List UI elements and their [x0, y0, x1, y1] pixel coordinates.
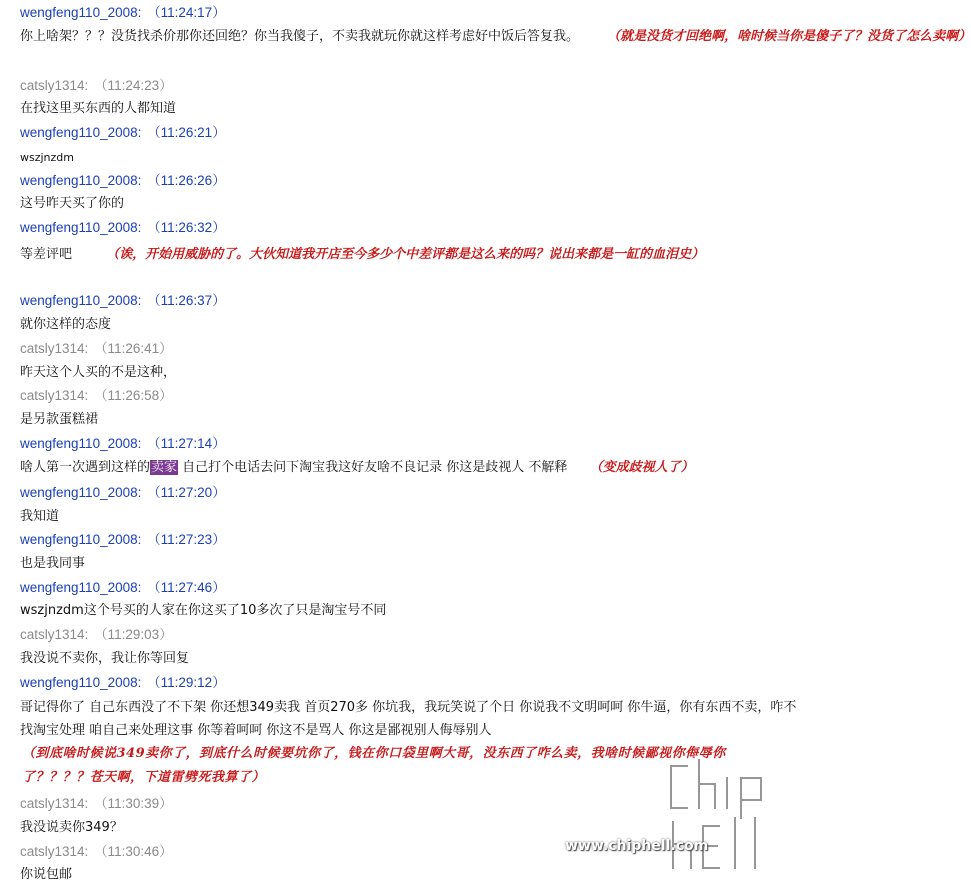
message-header: wengfeng110_2008: （11:26:37） — [20, 293, 226, 308]
timestamp: （11:27:46） — [147, 580, 226, 595]
sender-name: catsly1314 — [20, 78, 85, 93]
message-text — [20, 243, 799, 267]
commentary-note: （诶，开始用威胁的了。大伙知道我开店至今多少个中差评都是这么来的吗？说出来都是一缸的血泪史） — [106, 247, 705, 262]
message-text: wszjnzdm — [20, 151, 75, 164]
message-text: 这号昨天买了你的 — [20, 196, 125, 211]
timestamp: （11:27:20） — [147, 485, 226, 500]
message-header: wengfeng110_2008: （11:27:46） — [20, 580, 226, 595]
timestamp: （11:26:32） — [147, 220, 226, 235]
message-text: 你说包邮 — [20, 867, 73, 882]
commentary-note: （就是没货才回绝啊，啥时候当你是傻子了？没货了怎么卖啊） — [607, 29, 971, 44]
timestamp: （11:26:41） — [94, 341, 173, 356]
chiphell-logo-icon — [665, 756, 795, 874]
timestamp: （11:26:37） — [147, 293, 226, 308]
sender-name: wengfeng110_2008 — [20, 125, 138, 140]
message-header: catsly1314: （11:29:03） — [20, 627, 173, 642]
sender-name: wengfeng110_2008 — [20, 580, 138, 595]
sender-name: wengfeng110_2008 — [20, 220, 138, 235]
watermark — [565, 756, 795, 876]
commentary-note: （到底啥时候说349卖你了，到底什么时候要坑你了，钱在你口袋里啊大哥，没东西了咋么卖，我啥时候鄙视你侮辱你了？？？？苍天啊，下道雷劈死我算了） — [22, 746, 726, 785]
timestamp: （11:24:17） — [147, 5, 226, 20]
timestamp: （11:30:46） — [94, 844, 173, 859]
message-text: 我没说卖你349？ — [20, 820, 123, 835]
sender-name: wengfeng110_2008 — [20, 675, 138, 690]
message-header: catsly1314: （11:26:41） — [20, 341, 173, 356]
message-text: 就你这样的态度 — [20, 317, 112, 332]
message-header: catsly1314: （11:26:58） — [20, 388, 173, 403]
message-text: 昨天这个人买的不是这种， — [20, 365, 177, 380]
message-text — [20, 459, 799, 477]
message-body: 啥人第一次遇到这样的 — [20, 460, 151, 475]
message-text: 我知道 — [20, 509, 60, 524]
message-text — [20, 28, 971, 46]
message-body: 你上啥架？？？没货找杀价那你还回绝？你当我傻子，不卖我就玩你就这样考虑好中饭后答复我。 — [20, 29, 580, 44]
sender-name: wengfeng110_2008 — [20, 5, 138, 20]
message-text: 是另款蛋糕裙 — [20, 412, 99, 427]
message-header: wengfeng110_2008: （11:24:17） — [20, 5, 226, 20]
sender-name: wengfeng110_2008 — [20, 436, 138, 451]
timestamp: （11:30:39） — [94, 796, 173, 811]
timestamp: （11:27:14） — [147, 436, 226, 451]
timestamp: （11:27:23） — [147, 532, 226, 547]
message-header: catsly1314: （11:24:23） — [20, 78, 173, 93]
message-header: wengfeng110_2008: （11:27:14） — [20, 436, 226, 451]
message-body: 等差评吧 — [20, 247, 73, 262]
message-header: catsly1314: （11:30:46） — [20, 844, 173, 859]
message-header: wengfeng110_2008: （11:26:26） — [20, 173, 226, 188]
sender-name: wengfeng110_2008 — [20, 532, 138, 547]
message-body: 自己打个电话去问下淘宝我这好友啥不良记录 你这是歧视人 不解释 — [178, 460, 568, 475]
message-text: 也是我同事 — [20, 556, 86, 571]
watermark-url: www.chiphell.com — [565, 838, 709, 854]
sender-name: catsly1314 — [20, 627, 85, 642]
message-header: wengfeng110_2008: （11:26:21） — [20, 125, 226, 140]
sender-name: catsly1314 — [20, 796, 85, 811]
timestamp: （11:26:58） — [94, 388, 173, 403]
timestamp: （11:29:03） — [94, 627, 173, 642]
message-header: wengfeng110_2008: （11:29:12） — [20, 675, 226, 690]
message-text: wszjnzdm这个号买的人家在你这买了10多次了只是淘宝号不同 — [20, 603, 387, 618]
timestamp: （11:26:21） — [147, 125, 226, 140]
message-header: wengfeng110_2008: （11:26:32） — [20, 220, 226, 235]
timestamp: （11:24:23） — [94, 78, 173, 93]
timestamp: （11:26:26） — [147, 173, 226, 188]
highlighted-text: 卖家 — [151, 460, 178, 475]
message-text: 哥记得你了 自己东西没了不下架 你还想349卖我 首页270多 你坑我，我玩笑说了个日 你说我不文明呵呵 你牛逼，你有东西不卖，咋不找淘宝处理 咱自己来处理这事 你等着呵呵 你这不是骂人 你这是鄙视别人侮辱别人 — [20, 700, 797, 738]
sender-name: catsly1314 — [20, 844, 85, 859]
message-header: wengfeng110_2008: （11:27:23） — [20, 532, 226, 547]
timestamp: （11:29:12） — [147, 675, 226, 690]
commentary-note: （变成歧视人了） — [589, 460, 694, 475]
sender-name: catsly1314 — [20, 388, 85, 403]
message-text: 在找这里买东西的人都知道 — [20, 101, 177, 116]
sender-name: catsly1314 — [20, 341, 85, 356]
message-header: wengfeng110_2008: （11:27:20） — [20, 485, 226, 500]
sender-name: wengfeng110_2008 — [20, 173, 138, 188]
message-text: 我没说不卖你，我让你等回复 — [20, 651, 190, 666]
sender-name: wengfeng110_2008 — [20, 293, 138, 308]
message-header: catsly1314: （11:30:39） — [20, 796, 173, 811]
sender-name: wengfeng110_2008 — [20, 485, 138, 500]
